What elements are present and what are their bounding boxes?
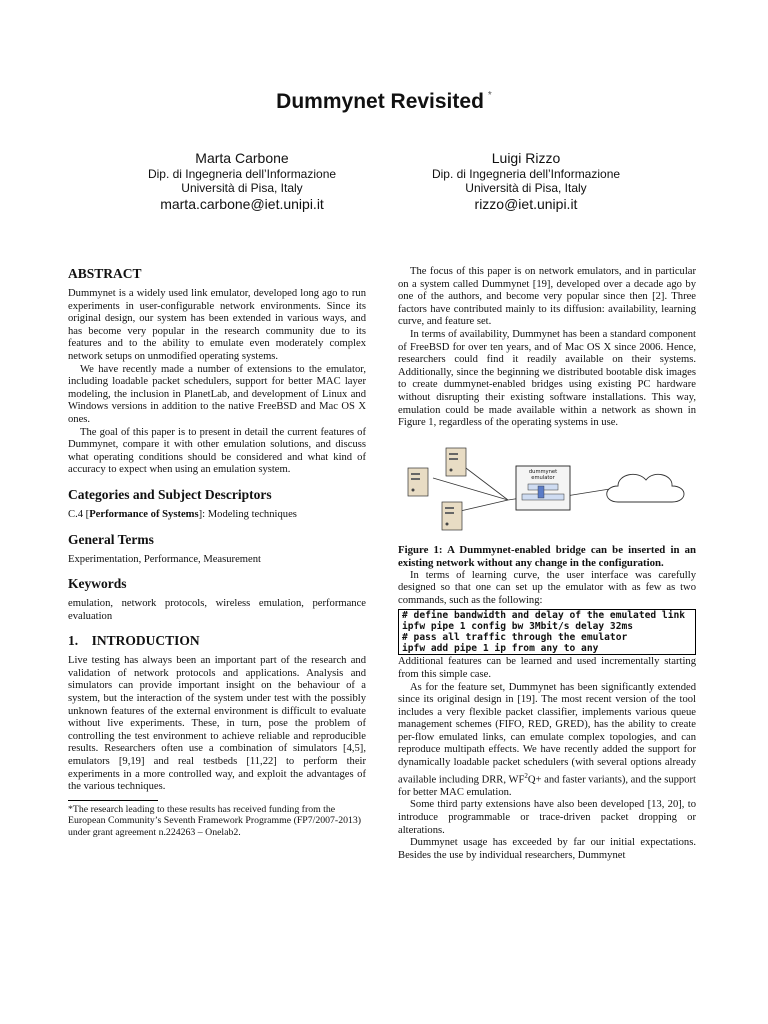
figure-1-diagram — [398, 440, 696, 538]
introduction-paragraph: Live testing has always been an important part of the research and validation of network protocols and applications. Analysis and simulators can provide important insight on the behaviour of a system, but the interaction of the system under test with the possibly unknown features of the external environment is difficult to evaluate without live experiments. These, in turn, pose the problem of controlling the test environment to achieve reliable and reproducible results. Researchers often use a combination of simulators [4,5], emulators [9,19] and real testbeds [11,22] to perform their experiments in a more controlled way, and exploit the advantages of the various techniques. — [68, 655, 366, 793]
body-paragraph: In terms of learning curve, the user interface was carefully designed so that one can set up the emulator with as few as two commands, such as the following: — [398, 569, 696, 606]
body-paragraph: Dummynet usage has exceeded by far our initial expectations. Besides the use by individual researchers, Dummynet — [398, 837, 696, 861]
author-email: marta.carbone@iet.unipi.it — [160, 196, 324, 212]
funding-footnote: *The research leading to these results has received funding from the European Community’s Seventh Framework Programme (FP7/2007-2013) under grant agreement n.224263 – Onelab2. — [68, 803, 362, 838]
code-line: # define bandwidth and delay of the emulated link — [402, 609, 686, 621]
emulator-label-line2: emulator — [531, 474, 555, 481]
figure-1-caption: Figure 1: A Dummynet-enabled bridge can be inserted in an existing network without any change in the configuration. — [398, 543, 696, 569]
author-block-1 — [92, 150, 392, 213]
keywords-text: emulation, network protocols, wireless emulation, performance evaluation — [68, 598, 366, 622]
internet-cloud-icon — [607, 474, 684, 502]
right-column — [398, 266, 696, 862]
server-icon — [408, 468, 428, 496]
abstract-paragraph: We have recently made a number of extensions to the emulator, including loadable packet schedulers, support for better MAC layer modeling, the inclusion in PlanetLab, and development of Linux and Windows versions in addition to the native FreeBSD and Mac OS X ones. — [68, 363, 366, 425]
author-affiliation-university: Università di Pisa, Italy — [181, 181, 303, 195]
emulator-label-line1: dummynet — [528, 468, 558, 475]
network-diagram — [398, 440, 696, 538]
paper-title — [0, 90, 768, 114]
body-paragraph: Some third party extensions have also been developed [13, 20], to introduce programmable or trace-driven packet dropping or alterations. — [398, 799, 696, 836]
code-line: ipfw pipe 1 config bw 3Mbit/s delay 32ms — [402, 620, 634, 632]
body-paragraph: The focus of this paper is on network emulators, and in particular on a system called Dummynet [19], developed over a decade ago by one of the authors, and become very popular since then [2]. Three factors have contributed mainly to its diffusion: availability, learning curve, and feature set. — [398, 266, 696, 328]
dummynet-emulator-box — [516, 466, 570, 510]
introduction-heading: 1. INTRODUCTION — [68, 633, 200, 649]
categories-text: C.4 [Performance of Systems]: Modeling techniques — [68, 508, 297, 520]
title-footnote-mark: * — [487, 90, 492, 101]
author-affiliation-university: Università di Pisa, Italy — [465, 181, 587, 195]
author-affiliation-dept: Dip. di Ingegneria dell’Informazione — [431, 167, 621, 181]
server-icon — [442, 502, 462, 530]
code-line: # pass all traffic through the emulator — [402, 631, 628, 643]
abstract-paragraph: The goal of this paper is to present in detail the current features of Dummynet, compare it with other emulation solutions, and discuss what operating conditions should be considered and what kind of accuracy to expect when using an emulation system. — [68, 426, 366, 476]
footnote-rule — [68, 800, 158, 801]
author-name: Luigi Rizzo — [491, 150, 561, 166]
body-paragraph: Additional features can be learned and used incrementally starting from this simple case. — [398, 656, 696, 680]
left-column — [68, 266, 366, 838]
author-block-2 — [376, 150, 676, 213]
paper-title-text: Dummynet Revisited — [276, 90, 484, 113]
general-terms-heading: General Terms — [68, 531, 154, 547]
general-terms-text: Experimentation, Performance, Measurement — [68, 553, 261, 565]
author-email: rizzo@iet.unipi.it — [474, 196, 578, 212]
body-paragraph: As for the feature set, Dummynet has been significantly extended since its original design in [19]. The most recent version of the tool includes a very flexible packet classifier, implements various queue management schemes (FIFO, RED, GRED), has the ability to create per-flow emulated links, can emulate complex topologies, and can reproduce multipath effects. We have recently added the support for dynamically loadable packet schedulers (with several options already available including DRR, $WF^2Q+$ and faster variants), and the support for better MAC emulation. — [398, 681, 696, 798]
code-line: ipfw add pipe 1 ip from any to any — [402, 643, 599, 655]
abstract-heading: ABSTRACT — [68, 266, 142, 281]
categories-heading: Categories and Subject Descriptors — [68, 486, 272, 502]
author-affiliation-dept: Dip. di Ingegneria dell’Informazione — [147, 167, 337, 181]
abstract-paragraph: Dummynet is a widely used link emulator, developed long ago to run experiments in user-configurable network environments. Since its original design, our system has been extended in various ways, and has become very popular in the research community due to its features and to the ability to emulate even moderately complex network setups on unmodified operating systems. — [68, 288, 366, 362]
author-name: Marta Carbone — [195, 150, 289, 166]
body-paragraph: In terms of availability, Dummynet has been a standard component of FreeBSD for over ten years, and of Mac OS X since 2006. Hence, researchers could find it readily available on their systems. Additionally, since the beginning we distributed bootable disk images to create dummynet-enabled bridges using existing PC hardware without disrupting their existing software installations. This way, emulation could be made available within a network as shown in Figure 1, regardless of the operating systems in use. — [398, 328, 696, 429]
keywords-heading: Keywords — [68, 576, 127, 592]
code-listing — [398, 609, 696, 656]
server-icon — [446, 448, 466, 476]
network-link — [433, 478, 508, 500]
network-link — [456, 500, 508, 512]
